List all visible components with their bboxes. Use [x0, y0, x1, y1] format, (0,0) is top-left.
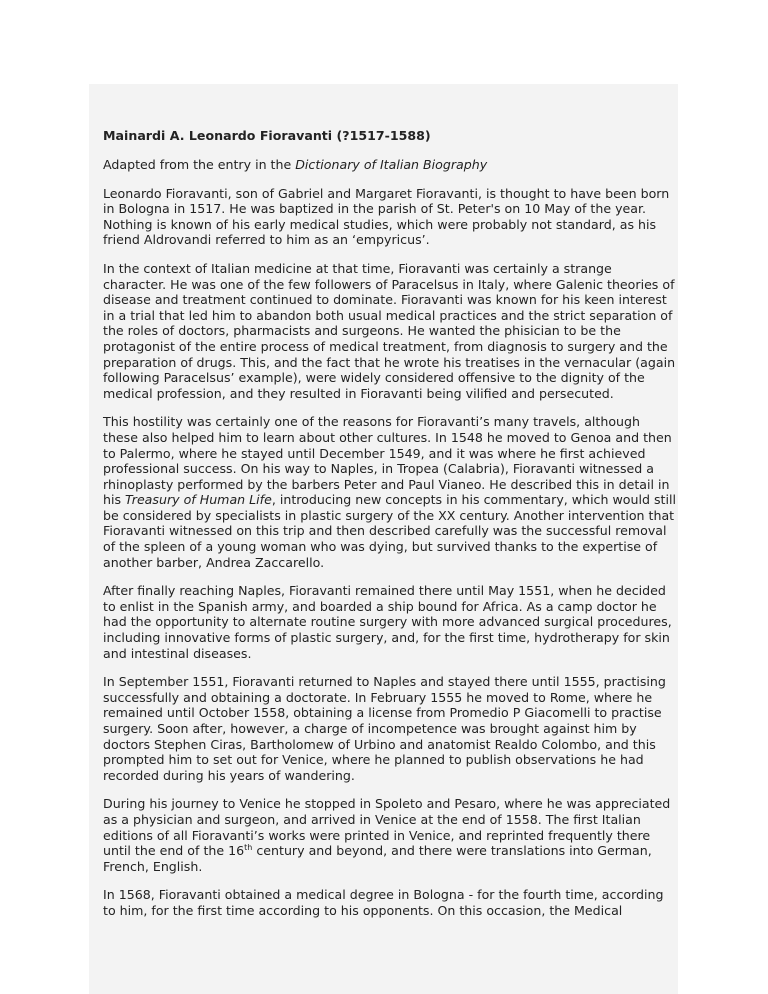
paragraph-venice-part2: century and beyond, and there were translations into German, French, English. [103, 843, 652, 874]
paragraph-context: In the context of Italian medicine at that time, Fioravanti was certainly a strange character. He was one of the few followers of Paracelsus in Italy, where Galenic theories of disease and treatment continued to dominate. Fioravanti was known for his keen interest in a trial that led him to abandon both usual medical practices and the strict separation of the roles of doctors, pharmacists and surgeons. He wanted the phisician to be the protagonist of the entire process of medical treatment, from diagnosis to surgery and the preparation of drugs. This, and the fact that he wrote his treatises in the vernacular (again following Paracelsus’ example), were widely considered offensive to the dignity of the medical profession, and they resulted in Fioravanti being vilified and persecuted. [103, 260, 676, 401]
document-body [103, 128, 678, 932]
paragraph-travels-part1: This hostility was certainly one of the reasons for Fioravanti’s many travels, although these also helped him to learn about other cultures. In 1548 he moved to Genoa and then to Palermo, where he stayed until December 1549, and it was where he first achieved professional success. On his way to Naples, in Tropea (Calabria), Fioravanti witnessed a rhinoplasty performed by the barbers Peter and Paul Vianeo. He described this in detail in his [103, 414, 672, 508]
book-title: Treasury of Human Life [125, 492, 272, 508]
subtitle-source: Dictionary of Italian Biography [295, 157, 488, 172]
subtitle-prefix: Adapted from the entry in the [103, 157, 296, 172]
ordinal-suffix: th [244, 842, 253, 852]
paragraph-travels [103, 414, 678, 570]
paragraph-naples: After finally reaching Naples, Fioravanti remained there until May 1551, when he decided to enlist in the Spanish army, and boarded a ship bound for Africa. As a camp doctor he had the opportunity to alternate routine surgery with more advanced surgical procedures, including innovative forms of plastic surgery, and, for the first time, hydrotherapy for skin and intestinal diseases. [103, 583, 672, 661]
document-page [89, 84, 678, 994]
paragraph-venice-part1: During his journey to Venice he stopped in Spoleto and Pesaro, where he was appreciated as a physician and surgeon, and arrived in Venice at the end of 1558. The first Italian editions of all Fioravanti’s works were printed in Venice, and reprinted frequently there until the end of the 16 [103, 796, 671, 859]
document-title: Mainardi A. Leonardo Fioravanti (?1517-1588) [103, 128, 431, 143]
document-subtitle [103, 157, 678, 173]
paragraph-birth: Leonardo Fioravanti, son of Gabriel and Margaret Fioravanti, is thought to have been born in Bologna in 1517. He was baptized in the parish of St. Peter's on 10 May of the year. Nothing is known of his early medical studies, which were probably not standard, as his friend Aldrovandi referred to him as an ‘empyricus’. [103, 185, 670, 248]
paragraph-venice [103, 796, 678, 874]
paragraph-rome: In September 1551, Fioravanti returned to Naples and stayed there until 1555, practising successfully and obtaining a doctorate. In February 1555 he moved to Rome, where he remained until October 1558, obtaining a license from Promedio P Giacomelli to practise surgery. Soon after, however, a charge of incompetence was brought against him by doctors Stephen Ciras, Bartholomew of Urbino and anatomist Realdo Colombo, and this prompted him to set out for Venice, where he planned to publish observations he had recorded during his years of wandering. [103, 674, 666, 783]
paragraph-travels-part2: , introducing new concepts in his commentary, which would still be considered by specialists in plastic surgery of the XX century. Another intervention that Fioravanti witnessed on this trip and then described carefully was the successful removal of the spleen of a young woman who was dying, but survived thanks to the expertise of another barber, Andrea Zaccarello. [103, 492, 676, 570]
paragraph-bologna: In 1568, Fioravanti obtained a medical degree in Bologna - for the fourth time, according to him, for the first time according to his opponents. On this occasion, the Medical [103, 887, 664, 918]
